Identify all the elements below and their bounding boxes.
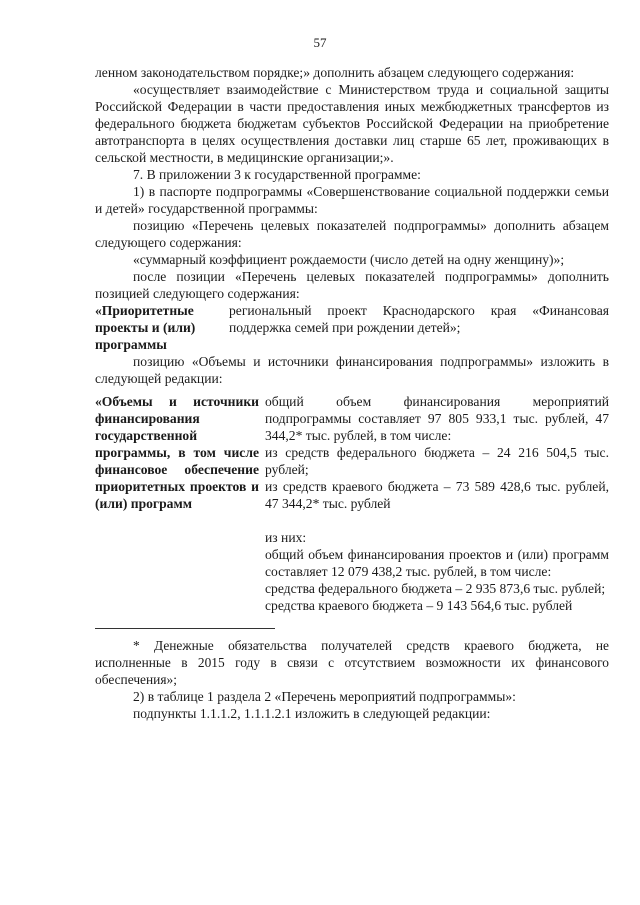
financing-label: «Объемы и источники финансирования государственной программы, в том числе финансовое обеспечение приоритетных проектов и (или) программ: [95, 394, 259, 511]
priority-label: «Приоритетные проекты и (или) программы: [95, 303, 196, 352]
subitem-1-paragraph: 1) в паспорте подпрограммы «Совершенствование социальной поддержки семьи и детей» государственной программы:: [95, 184, 609, 216]
footnote: * Денежные обязательства получателей средств краевого бюджета, не исполненные в 2015 году в связи с отсутствием возможности их финансового обеспечения»;: [95, 638, 609, 687]
footnote-divider: [95, 628, 275, 629]
financing-row: общий объем финансирования проектов и (или) программ составляет 12 079 438,2 тыс. рублей, в том числе:: [265, 547, 609, 579]
financing-gap: [265, 512, 609, 529]
volume-position-paragraph: позицию «Объемы и источники финансирования подпрограммы» изложить в следующей редакции:: [95, 354, 609, 386]
item-7-paragraph: 7. В приложении 3 к государственной программе:: [133, 167, 421, 182]
page-number: 57: [313, 35, 327, 50]
after-position-paragraph: после позиции «Перечень целевых показателей подпрограммы» дополнить позицией следующего содержания:: [95, 269, 609, 301]
priority-position: [95, 302, 609, 353]
subpoints-paragraph: подпункты 1.1.1.2, 1.1.1.2.1 изложить в следующей редакции:: [133, 706, 491, 721]
financing-row: средства федерального бюджета – 2 935 873,6 тыс. рублей;: [265, 581, 606, 596]
subitem-2-paragraph: 2) в таблице 1 раздела 2 «Перечень мероприятий подпрограммы»:: [133, 689, 516, 704]
fertility-paragraph: «суммарный коэффициент рождаемости (число детей на одну женщину)»;: [133, 252, 565, 267]
body-text: [95, 64, 609, 722]
financing-row: общий объем финансирования мероприятий подпрограммы составляет 97 805 933,1 тыс. рублей, 47 344,2* тыс. рублей, в том числе:: [265, 394, 609, 443]
financing-row: из средств федерального бюджета – 24 216 504,5 тыс. рублей;: [265, 445, 609, 477]
financing-row: из средств краевого бюджета – 73 589 428,6 тыс. рублей, 47 344,2* тыс. рублей: [265, 479, 609, 511]
financing-row: из них:: [265, 530, 307, 545]
intro-paragraph: ленном законодательством порядке;» дополнить абзацем следующего содержания:: [95, 65, 575, 80]
quote-paragraph: «осуществляет взаимодействие с Министерством труда и социальной защиты Российской Федерации в части предоставления иных межбюджетных трансфертов из федерального бюджета бюджетам субъектов Российской Федерации на приобретение автотранспорта в целях осуществления доставки лиц старше 65 лет, проживающих в сельской местности, в медицинские организации;».: [95, 82, 609, 165]
priority-value: региональный проект Краснодарского края «Финансовая поддержка семей при рождении детей»;: [229, 303, 609, 335]
financing-row: средства краевого бюджета – 9 143 564,6 тыс. рублей: [265, 598, 573, 613]
targets-position-paragraph: позицию «Перечень целевых показателей подпрограммы» дополнить абзацем следующего содержания:: [95, 218, 609, 250]
financing-table: [95, 393, 609, 614]
financing-values: [265, 393, 609, 614]
